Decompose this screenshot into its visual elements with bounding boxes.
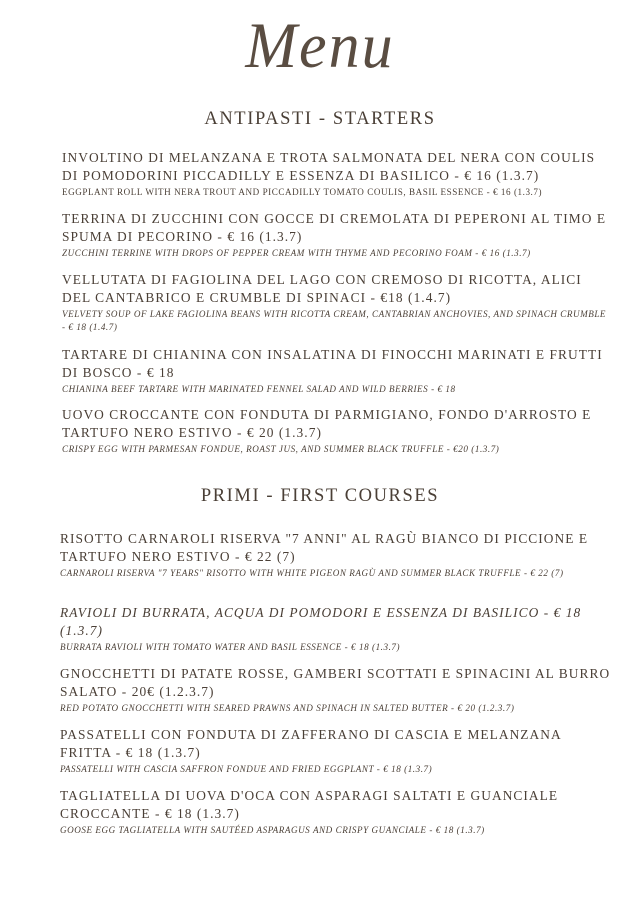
section-heading-antipasti: ANTIPASTI - STARTERS xyxy=(204,109,436,129)
menu-item xyxy=(62,149,610,199)
dish-name-italian: INVOLTINO DI MELANZANA E TROTA SALMONATA DEL NERA CON COULIS DI POMODORINI PICCADILLY E ESSENZA DI BASILICO - € 16 (1.3.7) xyxy=(62,150,596,183)
dish-name-english: CHIANINA BEEF TARTARE WITH MARINATED FENNEL SALAD AND WILD BERRIES - € 18 xyxy=(62,384,456,394)
menu-item xyxy=(62,210,610,260)
menu-item xyxy=(62,346,610,396)
menu-item xyxy=(62,406,610,456)
menu-item xyxy=(60,787,612,837)
dish-name-italian: UOVO CROCCANTE CON FONDUTA DI PARMIGIANO, FONDO D'ARROSTO E TARTUFO NERO ESTIVO - € 20 (1.3.7) xyxy=(62,407,592,440)
dish-name-english: EGGPLANT ROLL WITH NERA TROUT AND PICCADILLY TOMATO COULIS, BASIL ESSENCE - € 16 (1.3.7) xyxy=(62,187,543,197)
dish-name-italian: PASSATELLI CON FONDUTA DI ZAFFERANO DI CASCIA E MELANZANA FRITTA - € 18 (1.3.7) xyxy=(60,727,561,760)
dish-name-italian: GNOCCHETTI DI PATATE ROSSE, GAMBERI SCOTTATI E SPINACINI AL BURRO SALATO - 20€ (1.2.3.7) xyxy=(60,666,611,699)
menu-item xyxy=(62,271,610,334)
dish-name-english: CARNAROLI RISERVA "7 YEARS" RISOTTO WITH WHITE PIGEON RAGÙ AND SUMMER BLACK TRUFFLE - € 22 (7) xyxy=(60,568,564,578)
menu-item xyxy=(60,665,612,715)
dish-name-english: RED POTATO GNOCCHETTI WITH SEARED PRAWNS AND SPINACH IN SALTED BUTTER - € 20 (1.2.3.7) xyxy=(60,703,515,713)
menu-item xyxy=(60,726,612,776)
dish-name-english: PASSATELLI WITH CASCIA SAFFRON FONDUE AND FRIED EGGPLANT - € 18 (1.3.7) xyxy=(60,764,433,774)
dish-name-english: CRISPY EGG WITH PARMESAN FONDUE, ROAST JUS, AND SUMMER BLACK TRUFFLE - €20 (1.3.7) xyxy=(62,444,500,454)
dish-name-italian: TERRINA DI ZUCCHINI CON GOCCE DI CREMOLATA DI PEPERONI AL TIMO E SPUMA DI PECORINO - € 16 (1.3.7) xyxy=(62,211,607,244)
dish-name-italian: RISOTTO CARNAROLI RISERVA "7 ANNI" AL RAGÙ BIANCO DI PICCIONE E TARTUFO NERO ESTIVO - € 22 (7) xyxy=(60,531,589,564)
dish-name-italian: TARTARE DI CHIANINA CON INSALATINA DI FINOCCHI MARINATI E FRUTTI DI BOSCO - € 18 xyxy=(62,347,603,380)
dish-name-english: ZUCCHINI TERRINE WITH DROPS OF PEPPER CREAM WITH THYME AND PECORINO FOAM - € 16 (1.3.7) xyxy=(62,248,531,258)
dish-name-english: BURRATA RAVIOLI WITH TOMATO WATER AND BASIL ESSENCE - € 18 (1.3.7) xyxy=(60,642,401,652)
menu-item xyxy=(60,604,612,654)
section-heading-primi: PRIMI - FIRST COURSES xyxy=(200,486,440,506)
menu-title: Menu xyxy=(245,10,395,82)
dish-name-italian: TAGLIATELLA DI UOVA D'OCA CON ASPARAGI SALTATI E GUANCIALE CROCCANTE - € 18 (1.3.7) xyxy=(60,788,559,821)
dish-name-italian: RAVIOLI DI BURRATA, ACQUA DI POMODORI E ESSENZA DI BASILICO - € 18 (1.3.7) xyxy=(60,605,582,638)
menu-item xyxy=(60,530,612,580)
dish-name-italian: VELLUTATA DI FAGIOLINA DEL LAGO CON CREMOSO DI RICOTTA, ALICI DEL CANTABRICO E CRUMBLE DI SPINACI - €18 (1.4.7) xyxy=(62,272,582,305)
dish-name-english: GOOSE EGG TAGLIATELLA WITH SAUTÉED ASPARAGUS AND CRISPY GUANCIALE - € 18 (1.3.7) xyxy=(60,825,485,835)
dish-name-english: VELVETY SOUP OF LAKE FAGIOLINA BEANS WITH RICOTTA CREAM, CANTABRIAN ANCHOVIES, AND SPINACH CRUMBLE - € 18 (1.4.7) xyxy=(62,309,607,332)
